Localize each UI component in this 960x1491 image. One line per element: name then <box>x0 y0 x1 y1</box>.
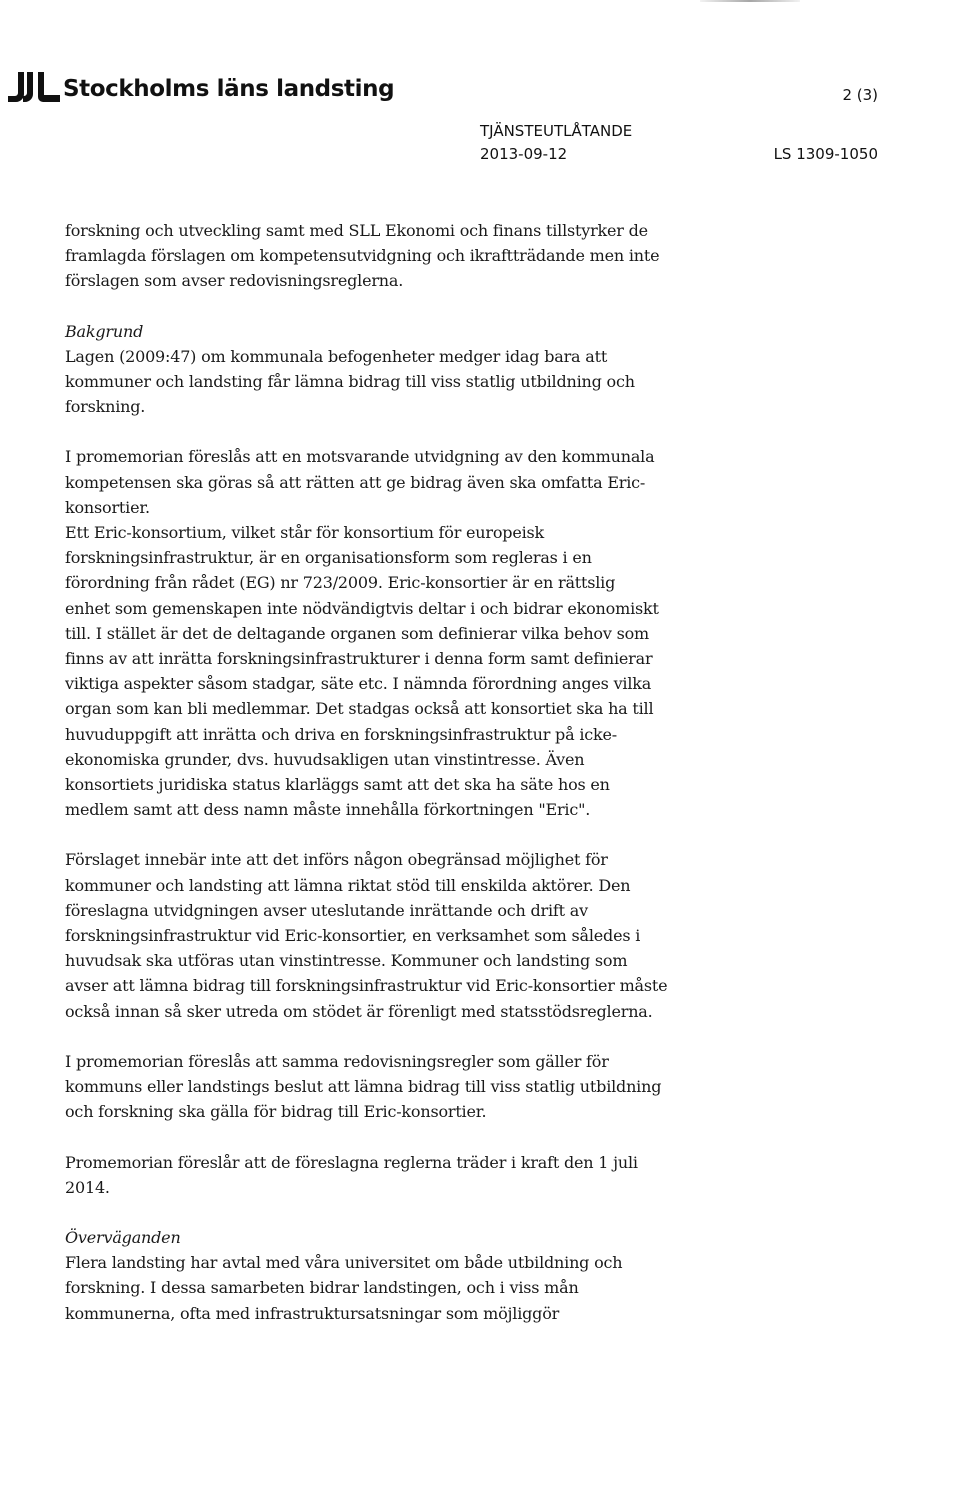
paragraph-bakgrund-lagen <box>65 344 725 420</box>
sll-logo-icon <box>6 70 62 104</box>
text-line: huvudsak ska utföras utan vinstintresse. Kommuner och landsting som <box>65 951 628 971</box>
document-date: 2013-09-12 <box>480 145 568 163</box>
paragraph-promemorian-utvidgning <box>65 444 725 520</box>
document-header <box>0 0 960 180</box>
paragraph-ikrafttradande <box>65 1150 725 1200</box>
text-line: förslagen som avser redovisningsreglerna. <box>65 271 404 291</box>
text-line: 2014. <box>65 1177 110 1197</box>
text-line: kommuns eller landstings beslut att lämna bidrag till viss statlig utbildning <box>65 1077 662 1097</box>
text-line: Promemorian föreslår att de föreslagna reglerna träder i kraft den 1 juli <box>65 1152 638 1172</box>
text-line: kompetensen ska göras så att rätten att ge bidrag även ska omfatta Eric- <box>65 472 646 492</box>
text-line: Ett Eric-konsortium, vilket står för konsortium för europeisk <box>65 523 545 543</box>
text-line: föreslagna utvidgningen avser uteslutande inrättande och drift av <box>65 900 588 920</box>
section-heading-bakgrund: Bakgrund <box>65 321 144 341</box>
text-line: viktiga aspekter såsom stadgar, säte etc. I nämnda förordning anges vilka <box>65 674 652 694</box>
text-line: forskning. <box>65 397 146 417</box>
text-line: forskning och utveckling samt med SLL Ekonomi och finans tillstyrker de <box>65 221 648 240</box>
text-line: ekonomiska grunder, dvs. huvudsakligen utan vinstintresse. Även <box>65 749 585 769</box>
paragraph-eric-konsortium <box>65 520 725 822</box>
text-line: kommuner och landsting att lämna riktat stöd till enskilda aktörer. Den <box>65 875 631 895</box>
text-line: forskningsinfrastruktur, är en organisationsform som regleras i en <box>65 548 592 568</box>
text-line: Förslaget innebär inte att det införs någon obegränsad möjlighet för <box>65 850 608 870</box>
paragraph-forslaget <box>65 847 725 1023</box>
document-type: TJÄNSTEUTLÅTANDE <box>480 122 633 140</box>
paragraph-overvaganden <box>65 1250 725 1326</box>
paragraph-redovisningsregler <box>65 1049 725 1125</box>
text-line: forskning. I dessa samarbeten bidrar landstingen, och i viss mån <box>65 1278 579 1298</box>
document-reference: LS 1309-1050 <box>773 145 878 163</box>
text-line: Flera landsting har avtal med våra universitet om både utbildning och <box>65 1253 623 1273</box>
text-line: och forskning ska gälla för bidrag till Eric-konsortier. <box>65 1102 487 1122</box>
text-line: medlem samt att dess namn måste innehålla förkortningen "Eric". <box>65 800 591 820</box>
text-line: huvuduppgift att inrätta och driva en forskningsinfrastruktur på icke- <box>65 724 617 744</box>
paragraph-intro-continuation <box>65 218 725 294</box>
text-line: kommunerna, ofta med infrastruktursatsningar som möjliggör <box>65 1303 560 1323</box>
text-line: konsortiets juridiska status klarläggs samt att det ska ha säte hos en <box>65 775 610 795</box>
text-line: konsortier. <box>65 497 150 517</box>
text-line: organ som kan bli medlemmar. Det stadgas också att konsortiet ska ha till <box>65 699 654 719</box>
text-line: forskningsinfrastruktur vid Eric-konsortier, en verksamhet som således i <box>65 926 641 946</box>
section-heading-overvaganden: Överväganden <box>65 1227 181 1247</box>
document-body <box>65 218 725 1326</box>
text-line: enhet som gemenskapen inte nödvändigtvis deltar i och bidrar ekonomiskt <box>65 598 659 618</box>
text-line: Lagen (2009:47) om kommunala befogenheter medger idag bara att <box>65 346 608 366</box>
text-line: finns av att inrätta forskningsinfrastrukturer i denna form samt definierar <box>65 649 653 669</box>
text-line: till. I stället är det de deltagande organen som definierar vilka behov som <box>65 623 650 643</box>
page-number: 2 (3) <box>842 86 878 104</box>
text-line: avser att lämna bidrag till forskningsinfrastruktur vid Eric-konsortier måste <box>65 976 668 996</box>
text-line: kommuner och landsting får lämna bidrag till viss statlig utbildning och <box>65 372 635 392</box>
text-line: förordning från rådet (EG) nr 723/2009. Eric-konsortier är en rättslig <box>65 573 616 593</box>
text-line: också innan så sker utreda om stödet är förenligt med statsstödsreglerna. <box>65 1001 653 1021</box>
organization-name: Stockholms läns landsting <box>63 76 395 102</box>
text-line: framlagda förslagen om kompetensutvidgning och ikraftträdande men inte <box>65 246 660 266</box>
text-line: I promemorian föreslås att en motsvarande utvidgning av den kommunala <box>65 447 655 467</box>
text-line: I promemorian föreslås att samma redovisningsregler som gäller för <box>65 1051 609 1071</box>
